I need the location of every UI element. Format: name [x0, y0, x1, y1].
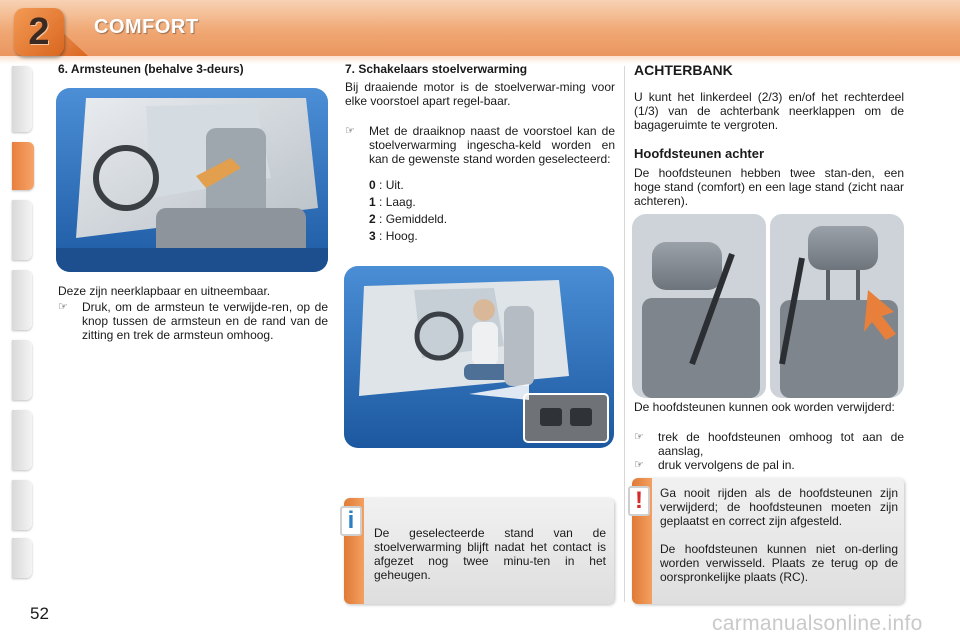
seat-heating-illustration	[344, 266, 614, 448]
info-note-text: De geselecteerde stand van de stoelverwarming blijft nadat het contact is afgezet nog twee minu-ten in het geheugen.	[374, 526, 606, 582]
heating-setting-0	[369, 178, 404, 192]
setting-label: : Gemiddeld.	[379, 212, 448, 226]
setting-key: 2	[369, 212, 376, 226]
side-tab-8[interactable]	[12, 538, 32, 578]
rear-seat-heading: ACHTERBANK	[634, 62, 733, 78]
info-icon: i	[340, 506, 362, 536]
setting-key: 3	[369, 229, 376, 243]
headrest-removal-text: De hoofdsteunen kunnen ook worden verwijderd:	[634, 400, 895, 414]
setting-label: : Hoog.	[379, 229, 418, 243]
warning-note-text-1: Ga nooit rijden als de hoofdsteunen zijn verwijderd; de hoofdsteunen moeten zijn geplaatst en correct zijn afgesteld.	[660, 486, 898, 528]
chapter-badge	[14, 8, 64, 56]
setting-label: : Laag.	[379, 195, 416, 209]
rear-headrest-heading: Hoofdsteunen achter	[634, 146, 765, 161]
side-tab-1[interactable]	[12, 66, 32, 132]
chapter-title: COMFORT	[94, 16, 199, 38]
seat-heating-bullet	[345, 124, 615, 166]
setting-key: 0	[369, 178, 376, 192]
rear-seat-intro: U kunt het linkerdeel (2/3) en/of het rechterdeel (1/3) van de achterbank neerklappen om de bagageruimte te vergroten.	[634, 90, 904, 132]
warning-note	[632, 478, 904, 604]
side-tab-2-active[interactable]	[12, 142, 34, 190]
page-number: 52	[30, 604, 49, 623]
seat-heating-bullet-text: Met de draaiknop naast de voorstoel kan de stoelverwarming ingescha-keld worden en kan de gewenste stand worden geselecteerd:	[369, 124, 615, 166]
side-tab-6[interactable]	[12, 410, 32, 470]
armrest-intro: Deze zijn neerklapbaar en uitneembaar.	[58, 284, 271, 298]
side-tab-5[interactable]	[12, 340, 32, 400]
heating-setting-1	[369, 195, 416, 209]
heating-setting-2	[369, 212, 447, 226]
headrest-bullet-1	[634, 430, 904, 458]
side-tab-3[interactable]	[12, 200, 32, 260]
finger-pointer-icon: ☞	[58, 301, 68, 313]
warning-note-text-2: De hoofdsteunen kunnen niet on-derling worden verwisseld. Plaats ze terug op de oorspronkelijke plaats (RC).	[660, 542, 898, 584]
seat-heating-heading: 7. Schakelaars stoelverwarming	[345, 62, 528, 76]
column-divider	[624, 66, 625, 602]
finger-pointer-icon: ☞	[345, 125, 355, 137]
armrest-illustration	[56, 88, 328, 272]
warning-icon: !	[628, 486, 650, 516]
armrest-bullet-text: Druk, om de armsteun te verwijde-ren, op de knop tussen de armsteun en de rand van de zitting en trek de armsteun omhoog.	[82, 300, 328, 342]
armrest-bullet	[58, 300, 328, 342]
finger-pointer-icon: ☞	[634, 459, 644, 471]
setting-key: 1	[369, 195, 376, 209]
headrest-bullet-1-text: trek de hoofdsteunen omhoog tot aan de aanslag,	[658, 430, 904, 458]
headrest-bullet-2-text: druk vervolgens de pal in.	[658, 458, 795, 472]
armrest-heading: 6. Armsteunen (behalve 3-deurs)	[58, 62, 244, 76]
headrest-bullet-2	[634, 458, 904, 472]
side-tab-4[interactable]	[12, 270, 32, 330]
heating-setting-3	[369, 229, 418, 243]
chapter-number: 2	[28, 10, 50, 53]
rear-headrest-intro: De hoofdsteunen hebben twee stan-den, een hoge stand (comfort) en een lage stand (zicht naar achteren).	[634, 166, 904, 208]
side-tab-7[interactable]	[12, 480, 32, 530]
headrest-illustration	[632, 214, 904, 398]
watermark: carmanualsonline.info	[712, 612, 923, 635]
seat-heating-intro: Bij draaiende motor is de stoelverwar-ming voor elke voorstoel apart regel-baar.	[345, 80, 615, 108]
info-note	[344, 498, 614, 604]
setting-label: : Uit.	[379, 178, 404, 192]
finger-pointer-icon: ☞	[634, 431, 644, 443]
